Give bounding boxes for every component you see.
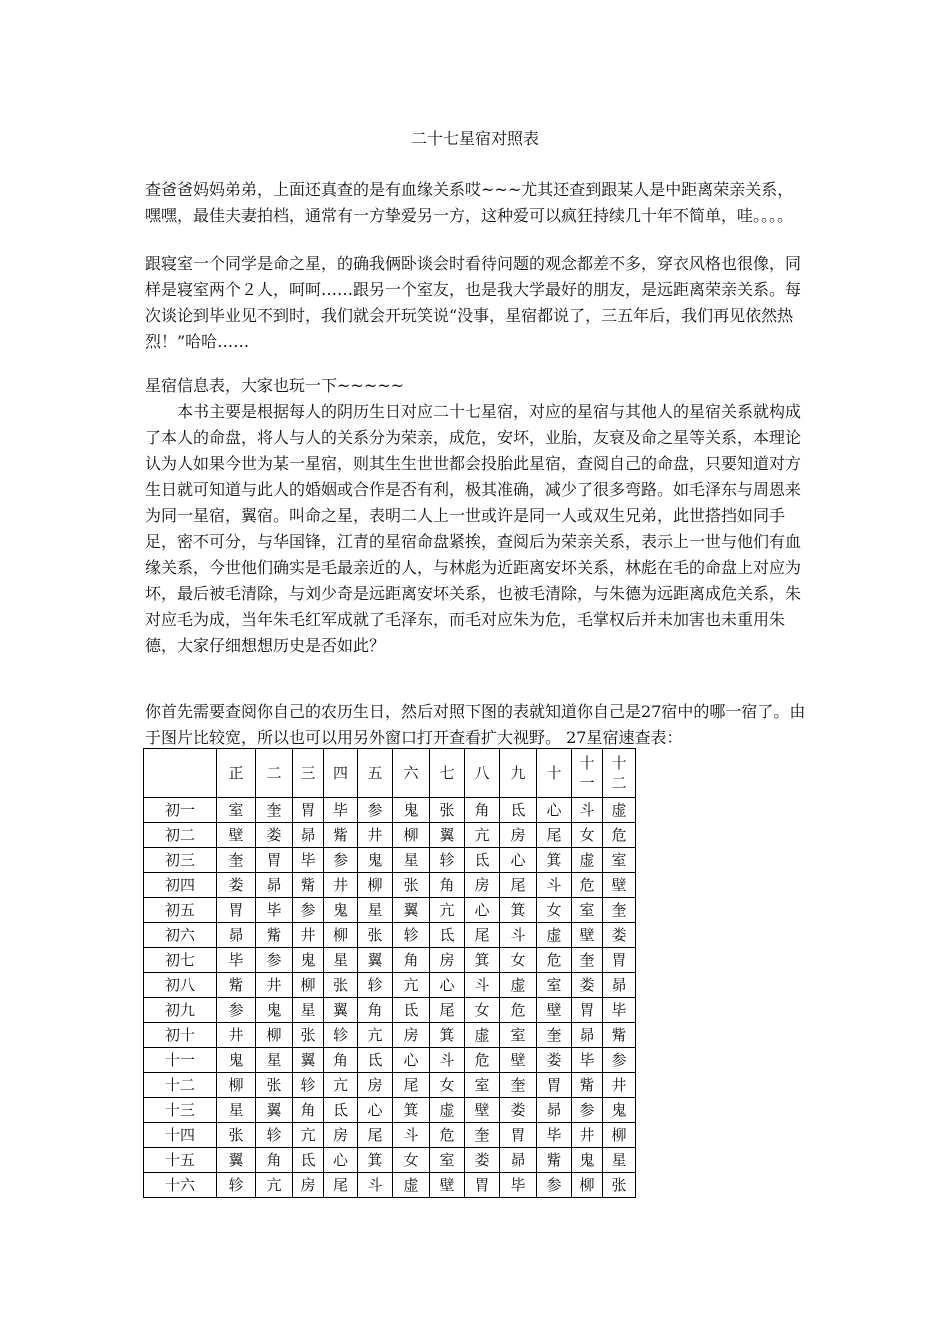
mansion-cell: 觜 <box>217 973 256 998</box>
mansion-cell: 星 <box>393 848 430 873</box>
mansion-cell: 毕 <box>256 898 293 923</box>
mansion-cell: 柳 <box>217 1073 256 1098</box>
mansion-cell: 参 <box>293 898 324 923</box>
mansion-cell: 井 <box>358 823 393 848</box>
mansion-cell: 斗 <box>430 1048 465 1073</box>
mansion-cell: 娄 <box>217 873 256 898</box>
mansion-cell: 轸 <box>293 1073 324 1098</box>
table-row <box>144 1048 636 1073</box>
table-row <box>144 848 636 873</box>
day-label-cell: 十二 <box>144 1073 217 1098</box>
month-header: 三 <box>293 749 324 798</box>
mansion-cell: 觜 <box>256 923 293 948</box>
mansion-cell: 参 <box>537 1173 572 1198</box>
mansion-cell: 角 <box>465 798 500 823</box>
day-label-cell: 初七 <box>144 948 217 973</box>
mansion-cell: 张 <box>358 923 393 948</box>
mansion-cell: 尾 <box>358 1123 393 1148</box>
mansion-cell: 毕 <box>572 1048 603 1073</box>
month-header: 六 <box>393 749 430 798</box>
day-label-cell: 初五 <box>144 898 217 923</box>
mansion-cell: 奎 <box>465 1123 500 1148</box>
mansion-cell: 柳 <box>393 823 430 848</box>
mansion-cell: 壁 <box>603 873 636 898</box>
mansion-cell: 张 <box>217 1123 256 1148</box>
mansion-cell: 鬼 <box>256 998 293 1023</box>
mansion-cell: 女 <box>465 998 500 1023</box>
mansion-cell: 危 <box>465 1048 500 1073</box>
mansion-cell: 箕 <box>537 848 572 873</box>
mansion-cell: 房 <box>393 1023 430 1048</box>
mansion-cell: 室 <box>430 1148 465 1173</box>
mansion-cell: 毕 <box>603 998 636 1023</box>
mansion-cell: 觜 <box>537 1148 572 1173</box>
mansion-cell: 箕 <box>465 948 500 973</box>
table-row <box>144 1173 636 1198</box>
month-header: 十二 <box>603 749 636 798</box>
mansion-cell: 井 <box>324 873 358 898</box>
paragraph-book-intro: 本书主要是根据每人的阴历生日对应二十七星宿，对应的星宿与其他人的星宿关系就构成了本人的命盘，将人与人的关系分为荣亲，成危，安坏，业胎，友衰及命之星等关系，本理论认为人如果今世为某一星宿，则其生生世世都会投胎此星宿，查阅自己的命盘，只要知道对方生日就可知道与此人的婚姻或合作是否有利，极其准确，减少了很多弯路。如毛泽东与周恩来为同一星宿，翼宿。叫命之星，表明二人上一世或许是同一人或双生兄弟，此世搭挡如同手足，密不可分，与华国锋，江青的星宿命盘紧挨，查阅后为荣亲关系，表示上一世与他们有血缘关系，今世他们确实是毛最亲近的人，与林彪为近距离安坏关系，林彪在毛的命盘上对应为坏，最后被毛清除，与刘少奇是远距离安坏关系，也被毛清除，与朱德为远距离成危关系，朱对应毛为成，当年朱毛红军成就了毛泽东，而毛对应朱为危，毛掌权后并未加害也未重用朱德，大家仔细想想历史是否如此？ <box>145 402 802 655</box>
mansion-cell: 参 <box>603 1048 636 1073</box>
mansion-cell: 井 <box>293 923 324 948</box>
day-label-cell: 初九 <box>144 998 217 1023</box>
mansion-cell: 心 <box>465 898 500 923</box>
mansion-cell: 心 <box>500 848 537 873</box>
mansion-cell: 张 <box>324 973 358 998</box>
mansion-cell: 壁 <box>217 823 256 848</box>
mansion-cell: 参 <box>358 798 393 823</box>
mansion-cell: 尾 <box>465 923 500 948</box>
mansion-cell: 氐 <box>430 923 465 948</box>
mansion-cell: 室 <box>572 898 603 923</box>
mansion-cell: 张 <box>256 1073 293 1098</box>
mansion-cell: 箕 <box>393 1098 430 1123</box>
mansion-cell: 星 <box>358 898 393 923</box>
mansion-cell: 斗 <box>465 973 500 998</box>
mansion-cell: 虚 <box>572 848 603 873</box>
day-label-cell: 十六 <box>144 1173 217 1198</box>
mansion-cell: 虚 <box>537 923 572 948</box>
mansion-cell: 参 <box>324 848 358 873</box>
mansion-cell: 尾 <box>393 1073 430 1098</box>
month-header: 十 <box>537 749 572 798</box>
table-row <box>144 1023 636 1048</box>
mansion-cell: 女 <box>430 1073 465 1098</box>
mansion-cell: 箕 <box>430 1023 465 1048</box>
mansion-cell: 房 <box>358 1073 393 1098</box>
mansion-cell: 角 <box>358 998 393 1023</box>
mansion-cell: 柳 <box>572 1173 603 1198</box>
mansion-cell: 角 <box>293 1098 324 1123</box>
mansion-cell: 女 <box>572 823 603 848</box>
mansion-cell: 柳 <box>256 1023 293 1048</box>
day-label-cell: 初一 <box>144 798 217 823</box>
mansion-cell: 危 <box>572 873 603 898</box>
mansion-cell: 昴 <box>572 1023 603 1048</box>
mansion-cell: 轸 <box>393 923 430 948</box>
mansion-cell: 井 <box>217 1023 256 1048</box>
mansion-cell: 毕 <box>217 948 256 973</box>
mansion-cell: 亢 <box>393 973 430 998</box>
mansion-cell: 亢 <box>293 1123 324 1148</box>
page-title: 二十七星宿对照表 <box>410 129 539 148</box>
mansion-cell: 危 <box>500 998 537 1023</box>
mansion-cell: 鬼 <box>393 798 430 823</box>
table-row <box>144 973 636 998</box>
mansion-cell: 氐 <box>293 1148 324 1173</box>
mansion-cell: 轸 <box>358 973 393 998</box>
mansion-cell: 女 <box>393 1148 430 1173</box>
mansion-cell: 胃 <box>465 1173 500 1198</box>
table-row <box>144 898 636 923</box>
day-label-cell: 十四 <box>144 1123 217 1148</box>
mansion-cell: 昴 <box>537 1098 572 1123</box>
star-lookup-table <box>143 748 636 1198</box>
month-header: 七 <box>430 749 465 798</box>
mansion-cell: 尾 <box>324 1173 358 1198</box>
mansion-cell: 鬼 <box>603 1098 636 1123</box>
month-header: 五 <box>358 749 393 798</box>
mansion-cell: 觜 <box>572 1073 603 1098</box>
mansion-cell: 危 <box>537 948 572 973</box>
mansion-cell: 房 <box>465 873 500 898</box>
mansion-cell: 斗 <box>358 1173 393 1198</box>
paragraph-instructions: 你首先需要查阅你自己的农历生日，然后对照下图的表就知道你自己是27宿中的哪一宿了。由于图片比较宽，所以也可以用另外窗口打开查看扩大视野。 27星宿速查表： <box>145 702 806 747</box>
paragraph-family: 查爸爸妈妈弟弟，上面还真查的是有血缘关系哎~~~尤其还查到跟某人是中距离荣亲关系，嘿嘿，最佳夫妻拍档，通常有一方挚爱另一方，这种爱可以疯狂持续几十年不简单，哇。。。。 <box>145 180 794 225</box>
mansion-cell: 亢 <box>358 1023 393 1048</box>
mansion-cell: 娄 <box>537 1048 572 1073</box>
paragraph-roommate: 跟寝室一个同学是命之星，的确我俩卧谈会时看待问题的观念都差不多，穿衣风格也很像，同样是寝室两个２人，呵呵……跟另一个室友，也是我大学最好的朋友，是远距离荣亲关系。每次谈论到毕业见不到时，我们就会开玩笑说“没事，星宿都说了，三五年后，我们再见依然热烈！”哈哈…… <box>145 254 802 351</box>
mansion-cell: 室 <box>500 1023 537 1048</box>
mansion-cell: 危 <box>430 1123 465 1148</box>
mansion-cell: 毕 <box>293 848 324 873</box>
table-header-row <box>144 749 636 798</box>
mansion-cell: 心 <box>537 798 572 823</box>
day-label-cell: 初四 <box>144 873 217 898</box>
mansion-cell: 斗 <box>500 923 537 948</box>
mansion-cell: 轸 <box>324 1023 358 1048</box>
mansion-cell: 昴 <box>256 873 293 898</box>
day-label-cell: 十五 <box>144 1148 217 1173</box>
mansion-cell: 鬼 <box>358 848 393 873</box>
mansion-cell: 房 <box>500 823 537 848</box>
mansion-cell: 翼 <box>430 823 465 848</box>
mansion-cell: 觜 <box>603 1023 636 1048</box>
mansion-cell: 井 <box>572 1123 603 1148</box>
month-header: 八 <box>465 749 500 798</box>
mansion-cell: 井 <box>603 1073 636 1098</box>
mansion-cell: 翼 <box>324 998 358 1023</box>
mansion-cell: 奎 <box>256 798 293 823</box>
mansion-cell: 胃 <box>500 1123 537 1148</box>
mansion-cell: 昴 <box>293 823 324 848</box>
table-row <box>144 948 636 973</box>
table-corner-cell <box>144 749 217 798</box>
mansion-cell: 心 <box>430 973 465 998</box>
mansion-cell: 角 <box>324 1048 358 1073</box>
mansion-cell: 角 <box>430 873 465 898</box>
table-row <box>144 798 636 823</box>
mansion-cell: 氐 <box>393 998 430 1023</box>
mansion-cell: 参 <box>217 998 256 1023</box>
mansion-cell: 井 <box>256 973 293 998</box>
mansion-cell: 轸 <box>256 1123 293 1148</box>
mansion-cell: 角 <box>256 1148 293 1173</box>
mansion-cell: 虚 <box>393 1173 430 1198</box>
mansion-cell: 心 <box>393 1048 430 1073</box>
mansion-cell: 箕 <box>500 898 537 923</box>
table-row <box>144 1148 636 1173</box>
mansion-cell: 氐 <box>358 1048 393 1073</box>
mansion-cell: 柳 <box>358 873 393 898</box>
mansion-cell: 翼 <box>293 1048 324 1073</box>
mansion-cell: 翼 <box>393 898 430 923</box>
mansion-cell: 张 <box>603 1173 636 1198</box>
mansion-cell: 鬼 <box>572 1148 603 1173</box>
mansion-cell: 娄 <box>465 1148 500 1173</box>
day-label-cell: 初二 <box>144 823 217 848</box>
mansion-cell: 翼 <box>217 1148 256 1173</box>
table-row <box>144 1073 636 1098</box>
month-header: 四 <box>324 749 358 798</box>
mansion-cell: 星 <box>324 948 358 973</box>
mansion-cell: 尾 <box>430 998 465 1023</box>
mansion-cell: 氐 <box>500 798 537 823</box>
month-header: 九 <box>500 749 537 798</box>
mansion-cell: 胃 <box>293 798 324 823</box>
mansion-cell: 房 <box>324 1123 358 1148</box>
mansion-cell: 星 <box>293 998 324 1023</box>
mansion-cell: 奎 <box>217 848 256 873</box>
mansion-cell: 翼 <box>358 948 393 973</box>
mansion-cell: 壁 <box>572 923 603 948</box>
mansion-cell: 张 <box>393 873 430 898</box>
mansion-cell: 室 <box>465 1073 500 1098</box>
mansion-cell: 室 <box>537 973 572 998</box>
mansion-cell: 虚 <box>500 973 537 998</box>
mansion-cell: 鬼 <box>324 898 358 923</box>
mansion-cell: 亢 <box>256 1173 293 1198</box>
mansion-cell: 奎 <box>500 1073 537 1098</box>
mansion-cell: 胃 <box>256 848 293 873</box>
table-row <box>144 1098 636 1123</box>
mansion-cell: 胃 <box>572 998 603 1023</box>
mansion-cell: 柳 <box>324 923 358 948</box>
table-row <box>144 923 636 948</box>
mansion-cell: 心 <box>358 1098 393 1123</box>
mansion-cell: 参 <box>256 948 293 973</box>
day-label-cell: 十一 <box>144 1048 217 1073</box>
mansion-cell: 觜 <box>293 873 324 898</box>
mansion-cell: 星 <box>603 1148 636 1173</box>
mansion-cell: 娄 <box>603 923 636 948</box>
mansion-cell: 壁 <box>537 998 572 1023</box>
mansion-cell: 毕 <box>500 1173 537 1198</box>
mansion-cell: 娄 <box>256 823 293 848</box>
mansion-cell: 壁 <box>430 1173 465 1198</box>
mansion-cell: 虚 <box>465 1023 500 1048</box>
mansion-cell: 奎 <box>603 898 636 923</box>
mansion-cell: 亢 <box>324 1073 358 1098</box>
mansion-cell: 房 <box>293 1173 324 1198</box>
day-label-cell: 初三 <box>144 848 217 873</box>
month-header: 十一 <box>572 749 603 798</box>
mansion-cell: 昴 <box>500 1148 537 1173</box>
mansion-cell: 毕 <box>537 1123 572 1148</box>
mansion-cell: 室 <box>603 848 636 873</box>
mansion-cell: 危 <box>603 823 636 848</box>
month-header: 正 <box>217 749 256 798</box>
mansion-cell: 箕 <box>358 1148 393 1173</box>
mansion-cell: 轸 <box>430 848 465 873</box>
day-label-cell: 初八 <box>144 973 217 998</box>
day-label-cell: 初六 <box>144 923 217 948</box>
mansion-cell: 角 <box>393 948 430 973</box>
mansion-cell: 壁 <box>500 1048 537 1073</box>
mansion-cell: 氐 <box>465 848 500 873</box>
mansion-cell: 胃 <box>217 898 256 923</box>
mansion-cell: 虚 <box>603 798 636 823</box>
mansion-cell: 室 <box>217 798 256 823</box>
table-row <box>144 873 636 898</box>
mansion-cell: 轸 <box>217 1173 256 1198</box>
table-row <box>144 823 636 848</box>
table-body <box>144 798 636 1198</box>
mansion-cell: 昴 <box>217 923 256 948</box>
paragraph-info-heading: 星宿信息表，大家也玩一下~~~~~ <box>145 376 405 395</box>
day-label-cell: 初十 <box>144 1023 217 1048</box>
mansion-cell: 毕 <box>324 798 358 823</box>
mansion-cell: 奎 <box>572 948 603 973</box>
mansion-cell: 娄 <box>500 1098 537 1123</box>
mansion-cell: 虚 <box>430 1098 465 1123</box>
mansion-cell: 奎 <box>537 1023 572 1048</box>
mansion-cell: 张 <box>430 798 465 823</box>
mansion-cell: 张 <box>293 1023 324 1048</box>
mansion-cell: 娄 <box>572 973 603 998</box>
mansion-cell: 斗 <box>572 798 603 823</box>
day-label-cell: 十三 <box>144 1098 217 1123</box>
mansion-cell: 鬼 <box>293 948 324 973</box>
mansion-cell: 胃 <box>603 948 636 973</box>
mansion-cell: 昴 <box>603 973 636 998</box>
mansion-cell: 尾 <box>500 873 537 898</box>
mansion-cell: 柳 <box>293 973 324 998</box>
table-row <box>144 998 636 1023</box>
mansion-cell: 斗 <box>537 873 572 898</box>
mansion-cell: 女 <box>537 898 572 923</box>
mansion-cell: 尾 <box>537 823 572 848</box>
mansion-cell: 星 <box>217 1098 256 1123</box>
mansion-cell: 亢 <box>465 823 500 848</box>
month-header: 二 <box>256 749 293 798</box>
mansion-cell: 壁 <box>465 1098 500 1123</box>
mansion-cell: 胃 <box>537 1073 572 1098</box>
mansion-cell: 翼 <box>256 1098 293 1123</box>
mansion-cell: 柳 <box>603 1123 636 1148</box>
mansion-cell: 亢 <box>430 898 465 923</box>
mansion-cell: 女 <box>500 948 537 973</box>
mansion-cell: 斗 <box>393 1123 430 1148</box>
mansion-cell: 星 <box>256 1048 293 1073</box>
mansion-cell: 觜 <box>324 823 358 848</box>
mansion-cell: 心 <box>324 1148 358 1173</box>
mansion-cell: 鬼 <box>217 1048 256 1073</box>
table-row <box>144 1123 636 1148</box>
mansion-cell: 参 <box>572 1098 603 1123</box>
mansion-cell: 房 <box>430 948 465 973</box>
mansion-cell: 氐 <box>324 1098 358 1123</box>
